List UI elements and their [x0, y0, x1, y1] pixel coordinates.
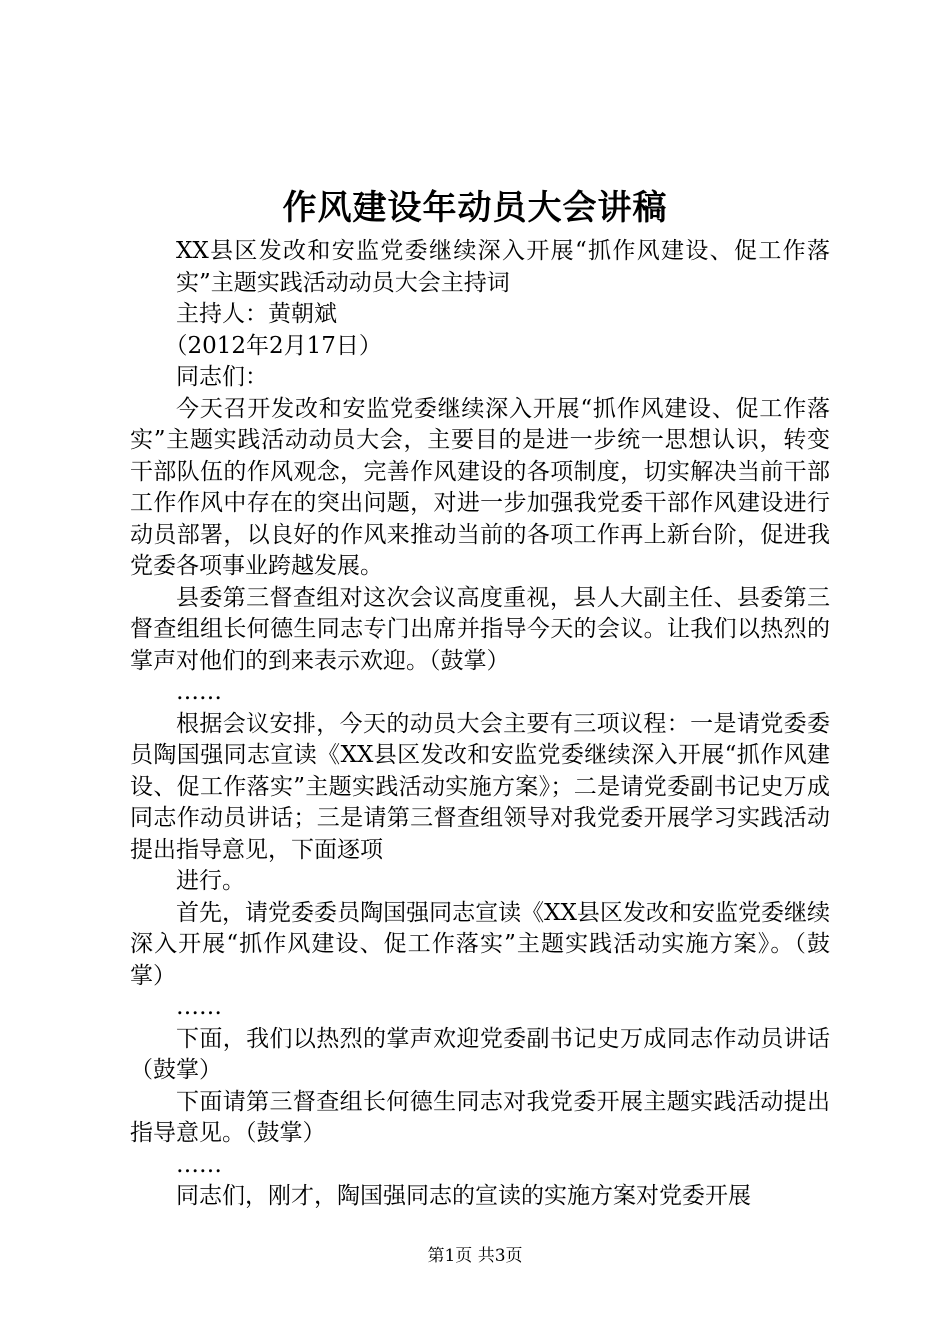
document-body [130, 236, 830, 1213]
subtitle-paragraph: XX县区发改和安监党委继续深入开展“抓作风建设、促工作落实”主题实践活动动员大会主持词 [176, 238, 830, 296]
host-line: 主持人：黄朝斌 [176, 301, 337, 327]
body-paragraph: 首先，请党委委员陶国强同志宣读《XX县区发改和安监党委继续深入开展“抓作风建设、促工作落实”主题实践活动实施方案》。（鼓掌） [130, 899, 830, 989]
ellipsis-line: …… [176, 1151, 222, 1178]
body-paragraph: 根据会议安排，今天的动员大会主要有三项议程：一是请党委委员陶国强同志宣读《XX县区发改和安监党委继续深入开展“抓作风建设、促工作落实”主题实践活动实施方案》；二是请党委副书记史万成同志作动员讲话；三是请第三督查组领导对我党委开展学习实践活动提出指导意见，下面逐项 [130, 710, 830, 863]
body-paragraph: 同志们，刚才，陶国强同志的宣读的实施方案对党委开展 [176, 1183, 751, 1209]
body-paragraph: 下面请第三督查组长何德生同志对我党委开展主题实践活动提出指导意见。（鼓掌） [130, 1088, 830, 1146]
date-line: （2012年2月17日） [164, 332, 382, 359]
ellipsis-line: …… [176, 994, 222, 1020]
body-paragraph: 下面，我们以热烈的掌声欢迎党委副书记史万成同志作动员讲话（鼓掌） [130, 1025, 830, 1083]
salutation: 同志们： [176, 364, 268, 390]
body-paragraph: 今天召开发改和安监党委继续深入开展“抓作风建设、促工作落实”主题实践活动动员大会，主要目的是进一步统一思想认识，转变干部队伍的作风观念，完善作风建设的各项制度，切实解决当前干部工作作风中存在的突出问题，对进一步加强我党委干部作风建设进行动员部署，以良好的作风来推动当前的各项工作再上新台阶，促进我党委各项事业跨越发展。 [130, 395, 830, 579]
body-paragraph: 进行。 [176, 868, 245, 894]
body-paragraph: 县委第三督查组对这次会议高度重视，县人大副主任、县委第三督查组组长何德生同志专门出席并指导今天的会议。让我们以热烈的掌声对他们的到来表示欢迎。（鼓掌） [130, 584, 830, 674]
ellipsis-line: …… [176, 679, 222, 705]
page-footer: 第1页 共3页 [427, 1246, 523, 1266]
document-title: 作风建设年动员大会讲稿 [282, 188, 668, 228]
